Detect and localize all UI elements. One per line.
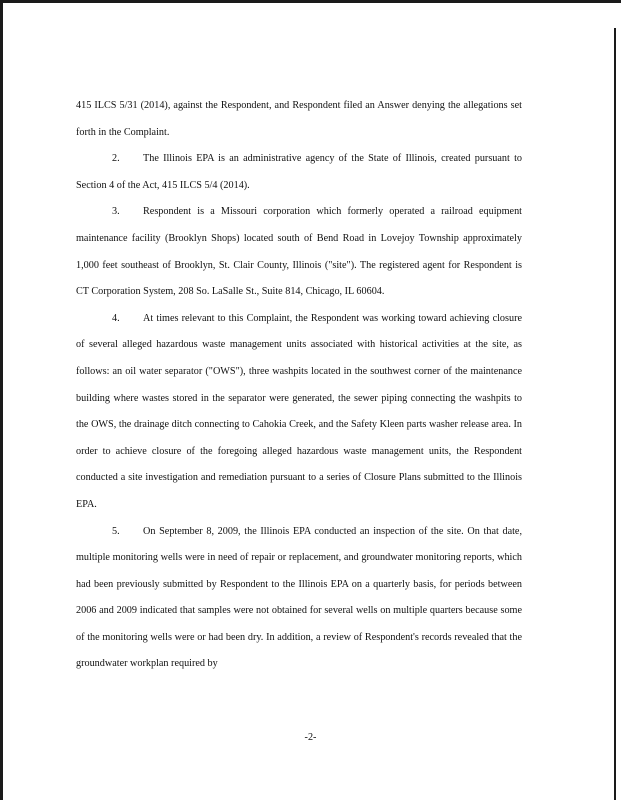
page-number: -2- [304, 732, 317, 743]
paragraph-text: At times relevant to this Complaint, the Respondent was working toward achieving closure of several alleged hazardous waste management units associated with historical activities at the site, as follows: an oil water separator ("OWS"), three washpits located in the southwest corner of the maintenance building where wastes stored in the separator were generated, the sewer piping connecting the washpits to the OWS, the drainage ditch connecting to Cahokia Creek, and the Safety Kleen parts washer release area. In order to achieve closure of the foregoing alleged hazardous waste management units, the Respondent conducted a site investigation and remediation pursuant to a series of Closure Plans submitted to the Illinois EPA. [76, 312, 522, 510]
paragraph-text: Respondent is a Missouri corporation which formerly operated a railroad equipment maintenance facility (Brooklyn Shops) located south of Bend Road in Lovejoy Township approximately 1,000 feet southeast of Brooklyn, St. Clair County, Illinois ("site"). The registered agent for Respondent is CT Corporation System, 208 So. LaSalle St., Suite 814, Chicago, IL 60604. [76, 206, 522, 298]
paragraph-number: 4. [112, 312, 120, 324]
paragraph-4 [76, 306, 522, 519]
paragraph-text: On September 8, 2009, the Illinois EPA conducted an inspection of the site. On that date, multiple monitoring wells were in need of repair or replacement, and groundwater monitoring reports, which had been previously submitted by Respondent to the Illinois EPA on a quarterly basis, for periods between 2006 and 2009 indicated that samples were not obtained for several wells on multiple quarters because some of the monitoring wells were or had been dry. In addition, a review of Respondent's records revealed that the groundwater workplan required by [76, 525, 522, 670]
paragraph-number: 2. [112, 153, 120, 165]
scan-border-right [614, 28, 616, 800]
paragraph-number: 5. [112, 525, 120, 537]
paragraph-5 [76, 519, 522, 679]
paragraph-text: The Illinois EPA is an administrative agency of the State of Illinois, created pursuant to Section 4 of the Act, 415 ILCS 5/4 (2014). [76, 153, 522, 191]
paragraph-2 [76, 146, 522, 199]
scan-border-left [0, 0, 3, 800]
document-body [76, 93, 522, 678]
opening-paragraph: 415 ILCS 5/31 (2014), against the Respondent, and Respondent filed an Answer denying the allegations set forth in the Complaint. [76, 100, 522, 138]
paragraph-number: 3. [112, 206, 120, 218]
scan-border-top [0, 0, 621, 3]
paragraph-3 [76, 199, 522, 305]
